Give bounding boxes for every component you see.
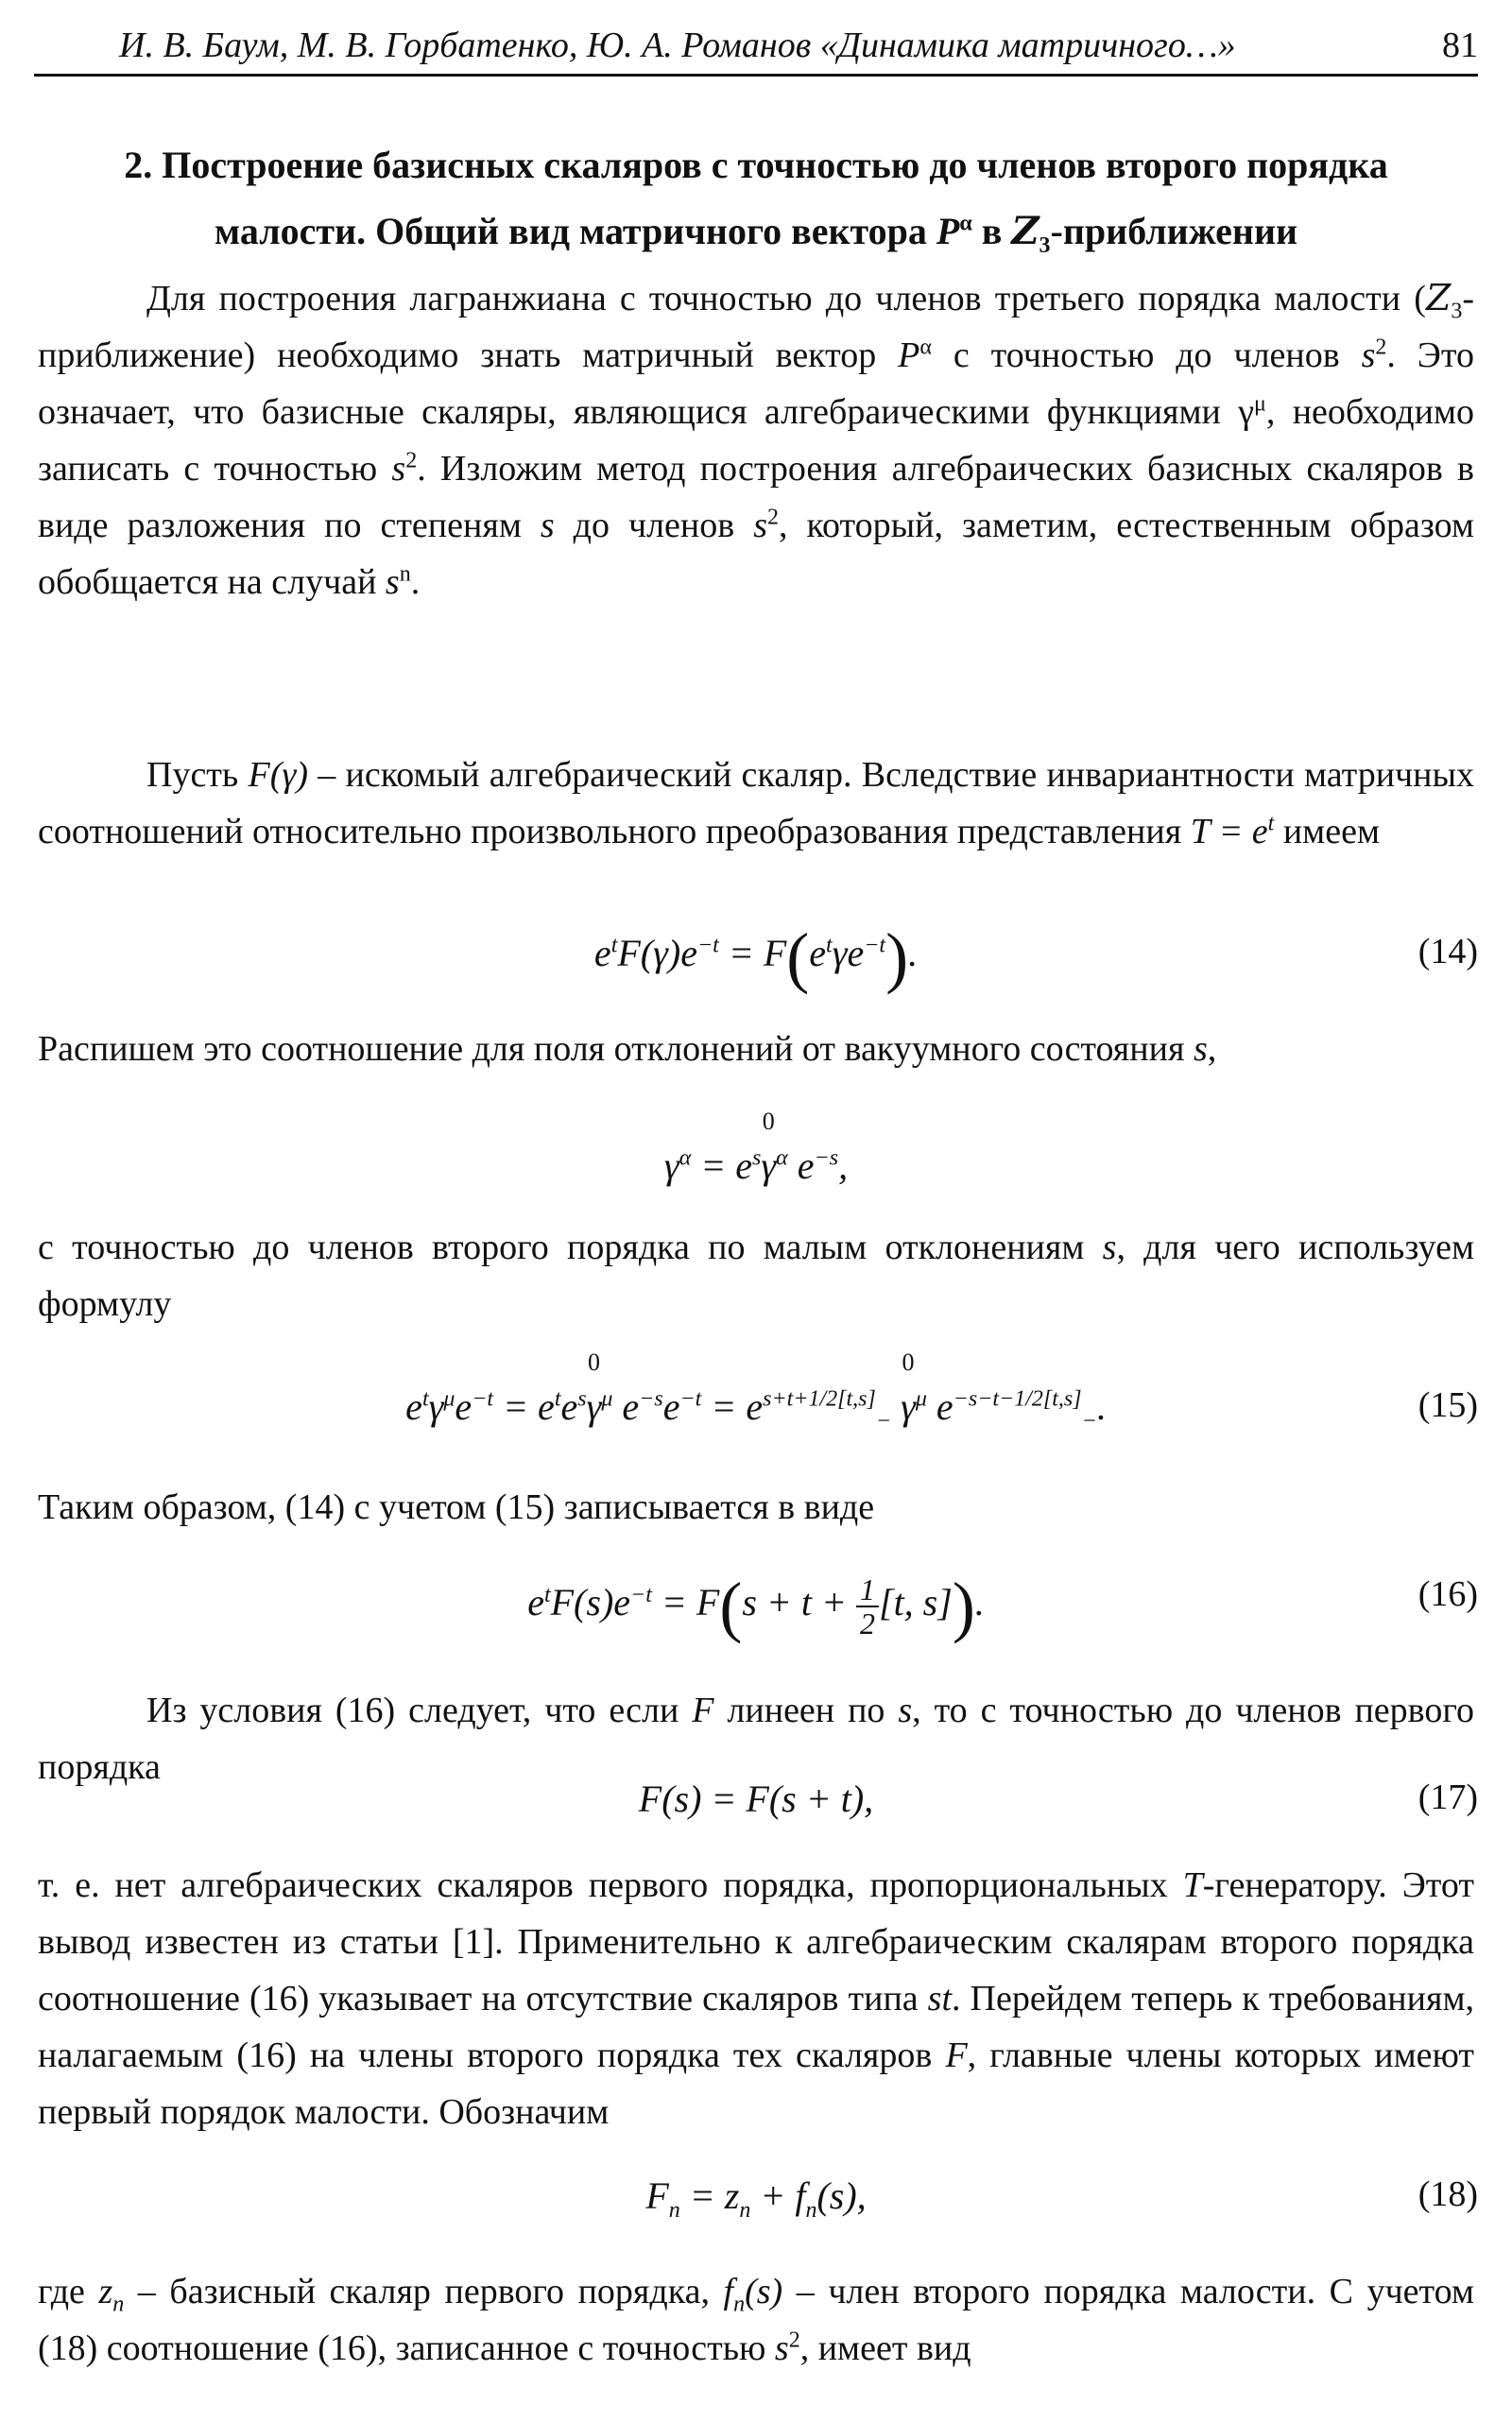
paragraph-6: Из условия (16) следует, что если F линеен по s, то с точностью до членов первого порядка xyxy=(38,1691,1474,1787)
equation-number-16: (16) xyxy=(1418,1574,1478,1614)
heading-line-2: малости. Общий вид матричного вектора $P^\alpha$ в $Z_3$-приближении xyxy=(214,209,1298,258)
header-title: И. В. Баум, М. В. Горбатенко, Ю. А. Романов «Динамика матричного…» xyxy=(119,26,1236,65)
equation-number-15: (15) xyxy=(1418,1385,1478,1425)
paragraph-4: с точностью до членов второго порядка по малым отклонениям s, для чего используем формулу xyxy=(38,1228,1474,1324)
section-heading xyxy=(34,132,1478,265)
paragraph-7: т. е. нет алгебраических скаляров первого порядка, пропорциональных T-генератору. Этот вывод известен из статьи [1]. Применительно к алгебраическим скалярам второго порядка соотношение (16) указывает на отсутствие скаляров типа st. Перейдем теперь к требованиям, налагаемым (16) на члены второго порядка тех скаляров F, главные члены которых имеют первый порядок малости. Обозначим xyxy=(38,1865,1475,2132)
paragraph-2: Пусть F(γ) – искомый алгебраический скаляр. Вследствие инвариантности матричных соотношений относительно произвольного преобразования представления $T = e^t$ имеем xyxy=(38,755,1475,851)
equation-16: $e^tF(s)e^{-t} = F(s + t$ + $\frac{1}{2}$ [t, s]). (16) xyxy=(527,1569,1478,1644)
paragraph-1: Для построения лагранжиана с точностью до членов третьего порядка малости $(Z_3-приближение)$ необходимо знать матричный вектор $P^\alpha$ с точностью до членов $s^2$. Это означает, что базисные скаляры, являющися алгебраическими функциями $\gamma^\mu$, необходимо записать с точностью $s^2$. Изложим метод построения алгебраических базисных скаляров в виде разложения по степеням s до членов $s^2$, который, заметим, естественным образом обобщается на случай $s^n$. xyxy=(38,277,1474,602)
paragraph-5: Таким образом, (14) с учетом (15) записывается в виде xyxy=(38,1487,875,1527)
equation-14: $e^tF(\gamma)e^{-t} = F(e^t\gamma e^{-t})$. (14) xyxy=(593,919,1478,995)
paragraph-8: где $z_n$ – базисный скаляр первого порядка, $f_n(s)$ – член второго порядка малости. С учетом (18) соотношение (16), записанное с точностью $s^2$, имеет вид xyxy=(38,2272,1474,2368)
paragraph-3: Распишем это соотношение для поля отклонений от вакуумного состояния s, xyxy=(38,1029,1217,1069)
equation-15: $e^t\gamma^\mu e^{-t} = e^te^s$ 0 $\gamma^\mu$ $e^{-s}e^{-t} = e^{s+t+1/2[t,s]}_-$ 0 $\gamma^\mu$ $e^{-s-t-1/2[t,s]}_-$. (15) xyxy=(405,1348,1478,1434)
page-number: 81 xyxy=(1442,26,1478,65)
equation-18: $F_n = z_n + f_n(s)$, (18) xyxy=(645,2174,1478,2223)
equation-number-18: (18) xyxy=(1418,2174,1478,2214)
running-header xyxy=(34,13,1478,77)
equation-number-17: (17) xyxy=(1418,1778,1478,1817)
heading-line-1: 2. Построение базисных скаляров с точностью до членов второго порядка xyxy=(124,144,1388,186)
equation-17: F(s) = F(s + t), (17) xyxy=(638,1778,1478,1820)
equation-gamma: $\gamma^\alpha = e^s$ 0 $\gamma^\alpha$ $e^{-s}$, xyxy=(663,1108,849,1187)
equation-number-14: (14) xyxy=(1418,932,1478,971)
